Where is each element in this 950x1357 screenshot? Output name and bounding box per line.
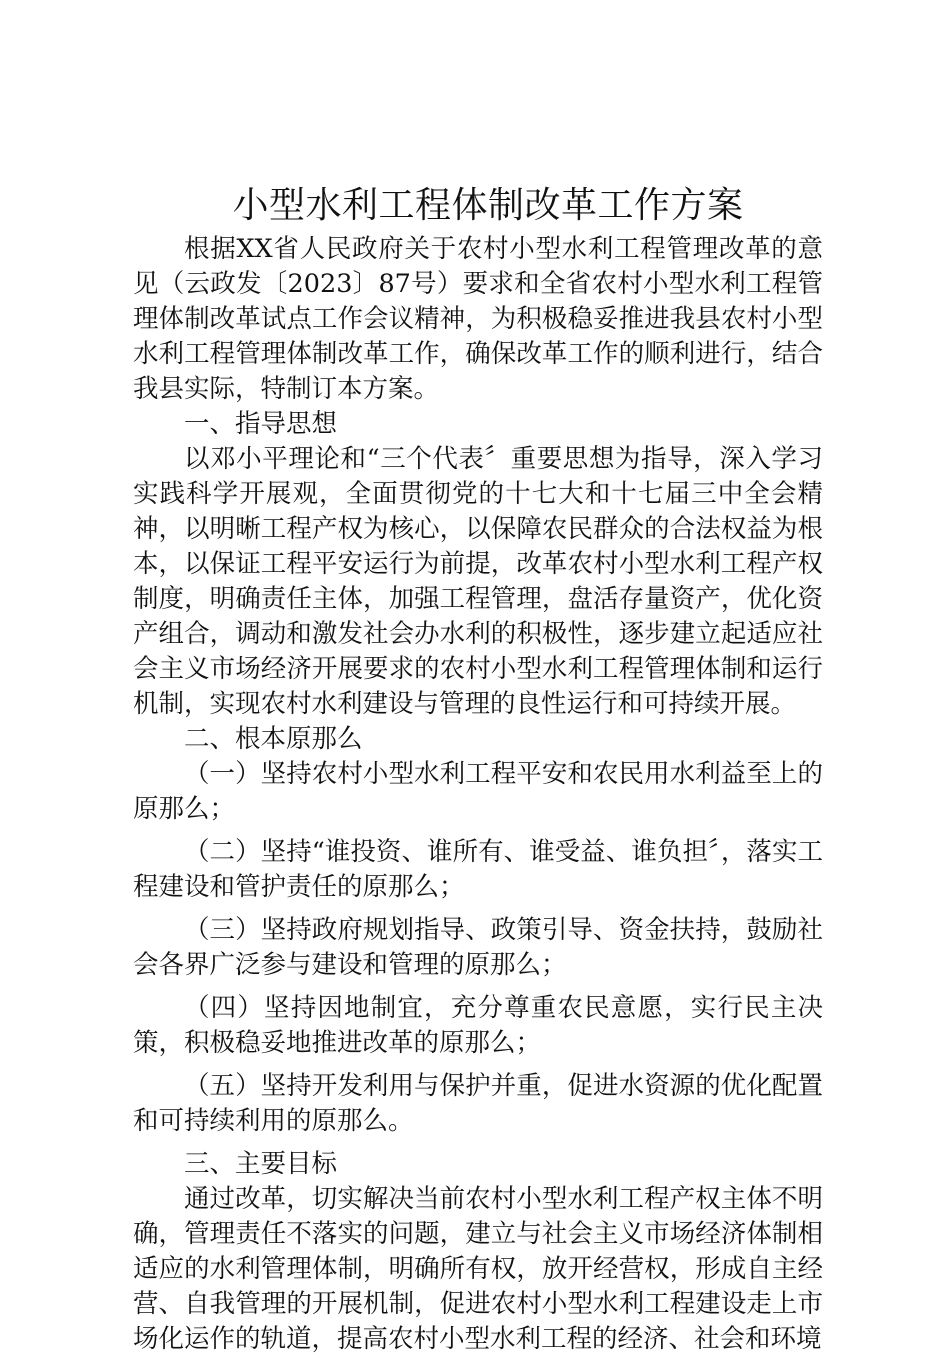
main-goals-paragraph: 通过改革，切实解决当前农村小型水利工程产权主体不明确，管理责任不落实的问题，建立与社会主义市场经济体制相适应的水利管理体制，明确所有权，放开经营权，形成自主经营、自我管理的开展机制，促进农村小型水利工程建设走上市场化运作的轨道，提高农村小型水利工程的经济、社会和环境 — [133, 1184, 823, 1354]
intro-paragraph: 根据XX省人民政府关于农村小型水利工程管理改革的意见（云政发〔2023〕87号）要求和全省农村小型水利工程管理体制改革试点工作会议精神，为积极稳妥推进我县农村小型水利工程管理体制改革工作，确保改革工作的顺利进行，结合我县实际，特制订本方案。 — [133, 234, 823, 404]
section-heading-main-goals: 三、主要目标 — [184, 1149, 338, 1179]
principle-item-5: （五）坚持开发利用与保护并重，促进水资源的优化配置和可持续利用的原那么。 — [133, 1071, 823, 1136]
section-heading-basic-principles: 二、根本原那么 — [184, 724, 363, 754]
guiding-ideology-paragraph: 以邓小平理论和“三个代表〞重要思想为指导，深入学习实践科学开展观，全面贯彻党的十七大和十七届三中全会精神，以明晰工程产权为核心，以保障农民群众的合法权益为根本，以保证工程平安运行为前提，改革农村小型水利工程产权制度，明确责任主体，加强工程管理，盘活存量资产，优化资产组合，调动和激发社会办水利的积极性，逐步建立起适应社会主义市场经济开展要求的农村小型水利工程管理体制和运行机制，实现农村水利建设与管理的良性运行和可持续开展。 — [133, 444, 823, 719]
principle-item-2: （二）坚持“谁投资、谁所有、谁受益、谁负担〞，落实工程建设和管护责任的原那么； — [133, 837, 823, 902]
principle-item-3: （三）坚持政府规划指导、政策引导、资金扶持，鼓励社会各界广泛参与建设和管理的原那么； — [133, 915, 823, 980]
principle-item-4: （四）坚持因地制宜，充分尊重农民意愿，实行民主决策，积极稳妥地推进改革的原那么； — [133, 993, 823, 1058]
principle-item-1: （一）坚持农村小型水利工程平安和农民用水利益至上的原那么； — [133, 759, 823, 824]
section-heading-guiding-ideology: 一、指导思想 — [184, 409, 338, 439]
document-title: 小型水利工程体制改革工作方案 — [232, 185, 744, 226]
document-body — [133, 232, 823, 1357]
